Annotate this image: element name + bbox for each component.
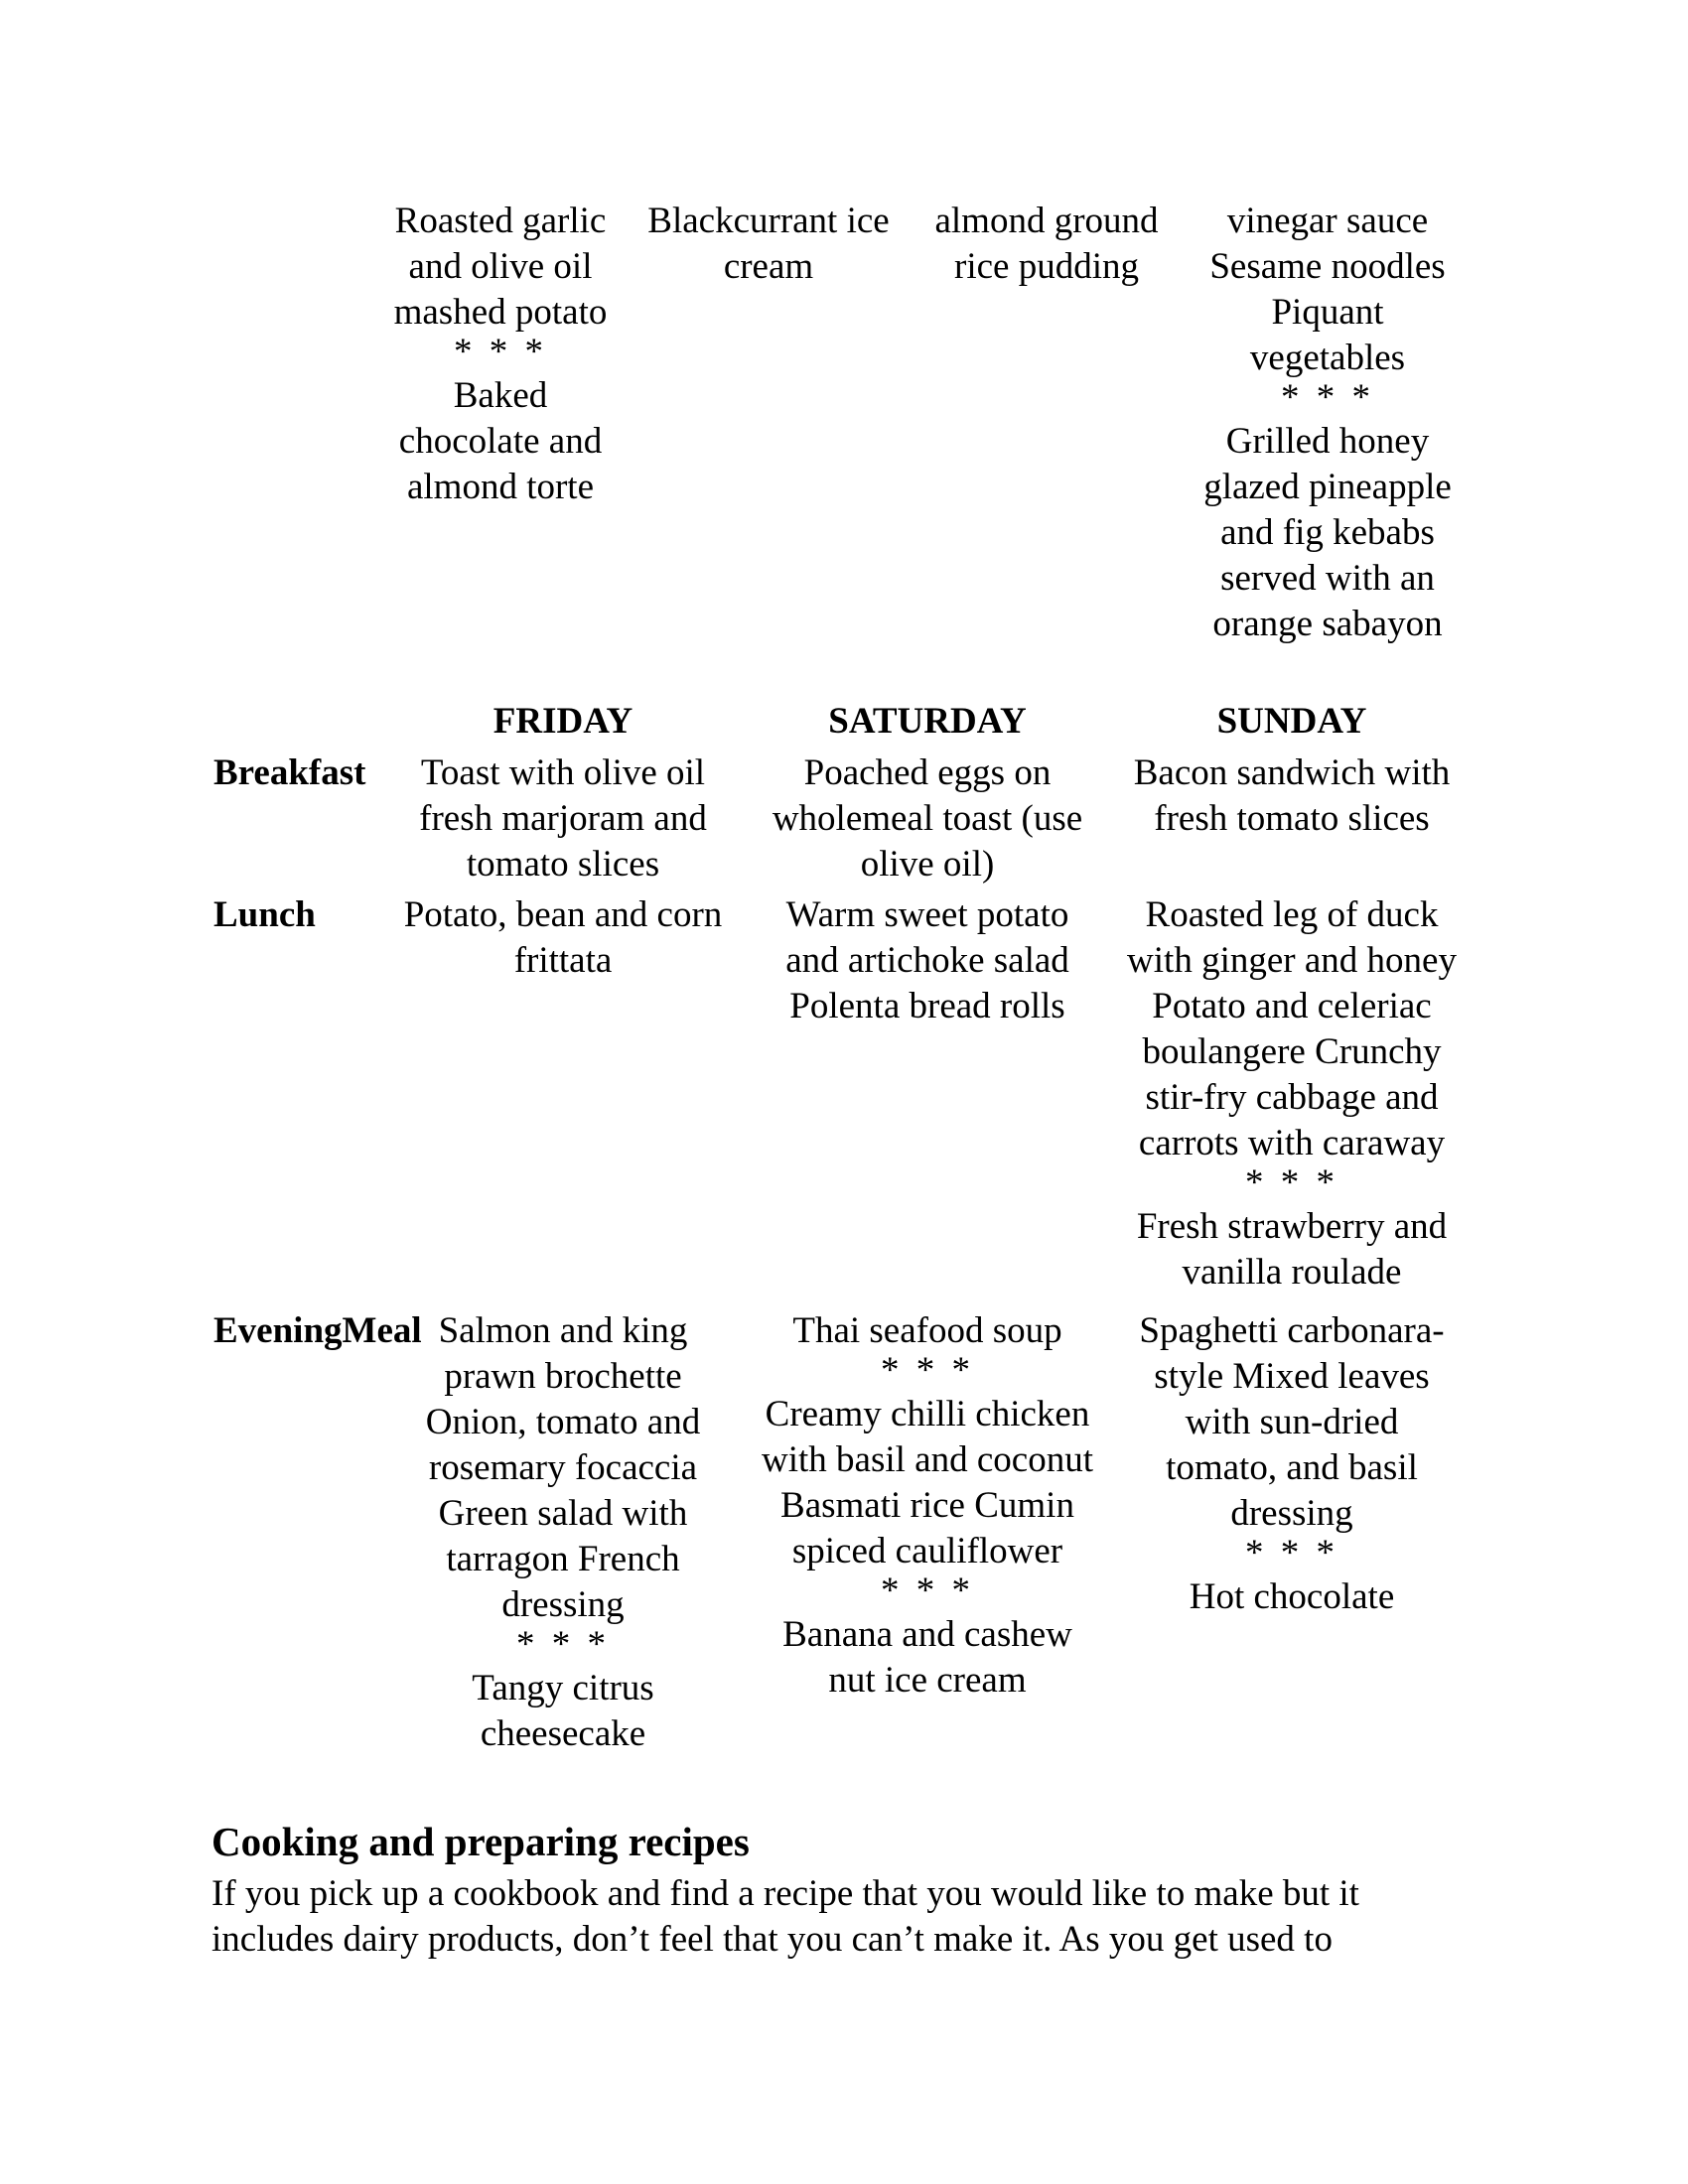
saturday-lunch-cell: [748, 892, 1107, 1029]
course-separator: * * *: [881, 1570, 974, 1611]
text-line: and fig kebabs: [1220, 512, 1435, 553]
row-label-breakfast: [213, 751, 382, 796]
text-line: fresh tomato slices: [1154, 798, 1430, 839]
course-separator: * * *: [454, 332, 547, 372]
friday-lunch-cell: [378, 892, 748, 984]
text-line: style Mixed leaves: [1154, 1356, 1430, 1397]
text-line: with sun-dried: [1185, 1402, 1399, 1442]
text-line: Piquant: [1271, 292, 1384, 333]
text-line: orange sabayon: [1212, 604, 1443, 644]
text-line: glazed pineapple: [1203, 467, 1452, 507]
text-line: olive oil): [860, 844, 995, 885]
text-line: Basmati rice Cumin: [780, 1485, 1074, 1526]
text-line: Hot chocolate: [1189, 1576, 1395, 1617]
text-line: carrots with caraway: [1138, 1123, 1446, 1163]
text-line: Potato and celeriac: [1152, 986, 1432, 1026]
text-line: tomato slices: [466, 844, 660, 885]
text-line: Salmon and king: [438, 1310, 688, 1351]
text-line: chocolate and: [398, 421, 603, 462]
text-line: fresh marjoram and: [419, 798, 707, 839]
text-line: If you pick up a cookbook and find a recipe that you would like to make but it: [211, 1873, 1359, 1914]
text-line: tomato, and basil: [1166, 1447, 1418, 1488]
text-line: cream: [723, 246, 814, 287]
text-line: rosemary focaccia: [428, 1447, 698, 1488]
course-separator: * * *: [881, 1350, 974, 1391]
course-separator: * * *: [1281, 377, 1374, 418]
text-line: Spaghetti carbonara-: [1139, 1310, 1445, 1351]
friday-evening-meal-cell: [378, 1308, 748, 1757]
text-line: Polenta bread rolls: [789, 986, 1065, 1026]
text-line: Banana and cashew: [782, 1614, 1072, 1655]
text-line: rice pudding: [954, 246, 1139, 287]
text-line: Breakfast: [213, 752, 366, 793]
text-line: Onion, tomato and: [425, 1402, 701, 1442]
course-separator: * * *: [516, 1624, 610, 1665]
section-heading: Cooking and preparing recipes: [211, 1819, 750, 1864]
text-line: Poached eggs on: [803, 752, 1052, 793]
text-line: Sesame noodles: [1209, 246, 1446, 287]
course-separator: * * *: [1245, 1162, 1338, 1203]
day-header-saturday: SATURDAY: [828, 701, 1027, 742]
text-line: Bacon sandwich with: [1133, 752, 1451, 793]
sunday-evening-meal-cell: [1107, 1308, 1477, 1620]
section-paragraph: [211, 1871, 1502, 1963]
sunday-lunch-cell: [1107, 892, 1477, 1296]
text-line: Toast with olive oil: [420, 752, 706, 793]
text-line: vegetables: [1249, 338, 1406, 378]
text-line: Baked: [453, 375, 548, 416]
friday-breakfast-cell: [378, 751, 748, 887]
text-line: almond ground: [934, 201, 1159, 241]
text-line: Lunch: [213, 894, 316, 935]
text-line: almond torte: [406, 467, 595, 507]
text-line: Green salad with: [438, 1493, 688, 1534]
text-line: served with an: [1220, 558, 1435, 599]
text-line: includes dairy products, don’t feel that you can’t make it. As you get used to: [211, 1919, 1333, 1960]
text-line: mashed potato: [393, 292, 608, 333]
continued-menu-column-3: [914, 199, 1179, 290]
row-label-evening-meal: [213, 1308, 422, 1354]
text-line: prawn brochette: [444, 1356, 682, 1397]
text-line: wholemeal toast (use: [772, 798, 1083, 839]
text-line: spiced cauliflower: [791, 1531, 1063, 1571]
text-line: dressing: [501, 1584, 625, 1625]
saturday-evening-meal-cell: [748, 1308, 1107, 1704]
text-line: frittata: [513, 940, 613, 981]
day-header-friday: FRIDAY: [492, 701, 633, 742]
continued-menu-column-1: [378, 199, 623, 510]
day-header-sunday: SUNDAY: [1216, 701, 1367, 742]
text-line: with basil and coconut: [762, 1439, 1093, 1480]
text-line: Creamy chilli chicken: [765, 1394, 1090, 1434]
text-line: and artichoke salad: [785, 940, 1069, 981]
text-line: dressing: [1230, 1493, 1353, 1534]
text-line: vinegar sauce: [1226, 201, 1429, 241]
text-line: and olive oil: [408, 246, 593, 287]
text-line: Evening: [213, 1310, 343, 1351]
text-line: stir-fry cabbage and: [1145, 1077, 1439, 1118]
continued-menu-column-2: [633, 199, 905, 290]
continued-menu-column-4: [1189, 199, 1467, 647]
text-line: tarragon French: [446, 1539, 680, 1579]
sunday-breakfast-cell: [1107, 751, 1477, 842]
text-line: Thai seafood soup: [792, 1310, 1062, 1351]
course-separator: * * *: [1245, 1533, 1338, 1573]
saturday-breakfast-cell: [748, 751, 1107, 887]
text-line: Potato, bean and corn: [403, 894, 723, 935]
text-line: vanilla roulade: [1182, 1252, 1402, 1293]
text-line: Grilled honey: [1225, 421, 1430, 462]
text-line: Blackcurrant ice: [647, 201, 890, 241]
text-line: boulangere Crunchy: [1142, 1031, 1442, 1072]
text-line: Warm sweet potato: [785, 894, 1069, 935]
text-line: cheesecake: [480, 1713, 646, 1754]
text-line: with ginger and honey: [1127, 940, 1457, 981]
text-line: Meal: [342, 1310, 422, 1351]
text-line: Roasted garlic: [394, 201, 607, 241]
row-label-lunch: [213, 892, 382, 938]
text-line: Roasted leg of duck: [1145, 894, 1439, 935]
text-line: Tangy citrus: [472, 1668, 654, 1708]
text-line: Fresh strawberry and: [1136, 1206, 1448, 1247]
text-line: nut ice cream: [828, 1660, 1027, 1701]
